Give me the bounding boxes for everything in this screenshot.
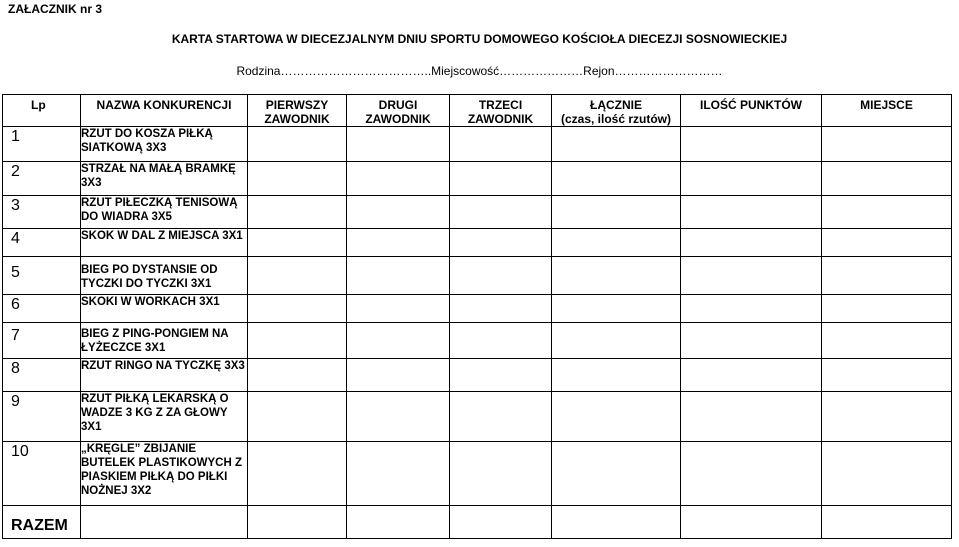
score-cell[interactable]	[681, 323, 822, 359]
sum-name-cell	[81, 506, 248, 539]
score-cell[interactable]	[822, 359, 952, 392]
score-cell[interactable]	[450, 442, 552, 506]
score-cell[interactable]	[347, 257, 450, 295]
header-lp: Lp	[3, 95, 81, 127]
header-total-label: ŁĄCZNIE	[590, 98, 642, 112]
score-cell[interactable]	[552, 229, 681, 257]
table-header-row	[3, 95, 952, 127]
score-cell[interactable]	[248, 196, 347, 229]
table-row	[3, 162, 952, 196]
score-cell[interactable]	[248, 359, 347, 392]
score-cell[interactable]	[552, 442, 681, 506]
event-name: RZUT RINGO NA TYCZKĘ 3X3	[81, 359, 248, 392]
sum-cell[interactable]	[248, 506, 347, 539]
header-first-competitor: PIERWSZY ZAWODNIK	[248, 95, 347, 127]
row-number: 1	[3, 127, 81, 162]
table-row	[3, 392, 952, 442]
score-cell[interactable]	[450, 229, 552, 257]
header-points: ILOŚĆ PUNKTÓW	[681, 95, 822, 127]
score-cell[interactable]	[552, 162, 681, 196]
score-cell[interactable]	[681, 196, 822, 229]
score-cell[interactable]	[552, 196, 681, 229]
score-cell[interactable]	[822, 323, 952, 359]
score-cell[interactable]	[248, 257, 347, 295]
score-cell[interactable]	[347, 229, 450, 257]
score-cell[interactable]	[248, 127, 347, 162]
score-cell[interactable]	[552, 257, 681, 295]
header-total	[552, 95, 681, 127]
row-number: 5	[3, 257, 81, 295]
header-place: MIEJSCE	[822, 95, 952, 127]
score-cell[interactable]	[552, 359, 681, 392]
score-cell[interactable]	[347, 359, 450, 392]
document-title: KARTA STARTOWA W DIECEZJALNYM DNIU SPORTU DOMOWEGO KOŚCIOŁA DIECEZJI SOSNOWIECKIEJ	[171, 32, 788, 46]
table-row	[3, 127, 952, 162]
family-location-line: Rodzina………………………………..Miejscowość…………………Rejon………………………	[236, 64, 723, 78]
table-row	[3, 359, 952, 392]
table-row	[3, 196, 952, 229]
event-name: SKOK W DAL Z MIEJSCA 3X1	[81, 229, 248, 257]
event-name: STRZAŁ NA MAŁĄ BRAMKĘ 3X3	[81, 162, 248, 196]
score-cell[interactable]	[347, 127, 450, 162]
score-cell[interactable]	[822, 229, 952, 257]
table-row	[3, 295, 952, 323]
table-row	[3, 229, 952, 257]
attachment-label: ZAŁACZNIK nr 3	[8, 2, 102, 16]
event-name: BIEG Z PING-PONGIEM NA ŁYŻECZCE 3X1	[81, 323, 248, 359]
score-cell[interactable]	[248, 442, 347, 506]
event-name: RZUT PIŁKĄ LEKARSKĄ O WADZE 3 KG Z ZA GŁOWY 3X1	[81, 392, 248, 442]
table-row	[3, 257, 952, 295]
score-cell[interactable]	[822, 392, 952, 442]
score-cell[interactable]	[552, 392, 681, 442]
score-cell[interactable]	[552, 323, 681, 359]
score-cell[interactable]	[450, 392, 552, 442]
score-cell[interactable]	[450, 162, 552, 196]
row-number: 7	[3, 323, 81, 359]
score-cell[interactable]	[347, 295, 450, 323]
score-cell[interactable]	[347, 442, 450, 506]
score-cell[interactable]	[552, 295, 681, 323]
event-name: „KRĘGLE” ZBIJANIE BUTELEK PLASTIKOWYCH Z PIASKIEM PIŁKĄ DO PIŁKI NOŻNEJ 3X2	[81, 442, 248, 506]
score-cell[interactable]	[681, 295, 822, 323]
score-cell[interactable]	[450, 257, 552, 295]
score-cell[interactable]	[248, 162, 347, 196]
row-number: 3	[3, 196, 81, 229]
row-number: 10	[3, 442, 81, 506]
score-cell[interactable]	[248, 229, 347, 257]
score-table	[2, 94, 952, 539]
sum-cell[interactable]	[450, 506, 552, 539]
header-third-competitor: TRZECI ZAWODNIK	[450, 95, 552, 127]
score-cell[interactable]	[681, 442, 822, 506]
score-cell[interactable]	[450, 127, 552, 162]
score-cell[interactable]	[450, 196, 552, 229]
score-cell[interactable]	[822, 162, 952, 196]
row-number: 9	[3, 392, 81, 442]
sum-row	[3, 506, 952, 539]
score-cell[interactable]	[248, 392, 347, 442]
score-cell[interactable]	[248, 323, 347, 359]
header-total-sub: (czas, ilość rzutów)	[560, 112, 672, 126]
table-row	[3, 323, 952, 359]
score-cell[interactable]	[347, 196, 450, 229]
score-cell[interactable]	[681, 162, 822, 196]
sum-label: RAZEM	[3, 506, 81, 539]
event-name: BIEG PO DYSTANSIE OD TYCZKI DO TYCZKI 3X1	[81, 257, 248, 295]
row-number: 2	[3, 162, 81, 196]
score-cell[interactable]	[681, 229, 822, 257]
row-number: 4	[3, 229, 81, 257]
sum-cell[interactable]	[347, 506, 450, 539]
header-event-name: NAZWA KONKURENCJI	[81, 95, 248, 127]
score-cell[interactable]	[347, 323, 450, 359]
score-cell[interactable]	[681, 392, 822, 442]
score-cell[interactable]	[822, 196, 952, 229]
score-cell[interactable]	[450, 359, 552, 392]
score-cell[interactable]	[822, 295, 952, 323]
header-second-competitor: DRUGI ZAWODNIK	[347, 95, 450, 127]
row-number: 6	[3, 295, 81, 323]
score-cell[interactable]	[347, 392, 450, 442]
event-name: RZUT PIŁECZKĄ TENISOWĄ DO WIADRA 3X5	[81, 196, 248, 229]
score-cell[interactable]	[450, 295, 552, 323]
score-cell[interactable]	[822, 257, 952, 295]
score-cell[interactable]	[347, 162, 450, 196]
sum-cell[interactable]	[822, 506, 952, 539]
score-cell[interactable]	[248, 295, 347, 323]
sum-cell[interactable]	[552, 506, 681, 539]
event-name: SKOKI W WORKACH 3X1	[81, 295, 248, 323]
score-cell[interactable]	[552, 127, 681, 162]
event-name: RZUT DO KOSZA PIŁKĄ SIATKOWĄ 3X3	[81, 127, 248, 162]
score-cell[interactable]	[681, 127, 822, 162]
score-cell[interactable]	[681, 359, 822, 392]
sum-cell[interactable]	[681, 506, 822, 539]
table-row	[3, 442, 952, 506]
score-cell[interactable]	[822, 442, 952, 506]
row-number: 8	[3, 359, 81, 392]
score-cell[interactable]	[450, 323, 552, 359]
score-cell[interactable]	[681, 257, 822, 295]
score-cell[interactable]	[822, 127, 952, 162]
